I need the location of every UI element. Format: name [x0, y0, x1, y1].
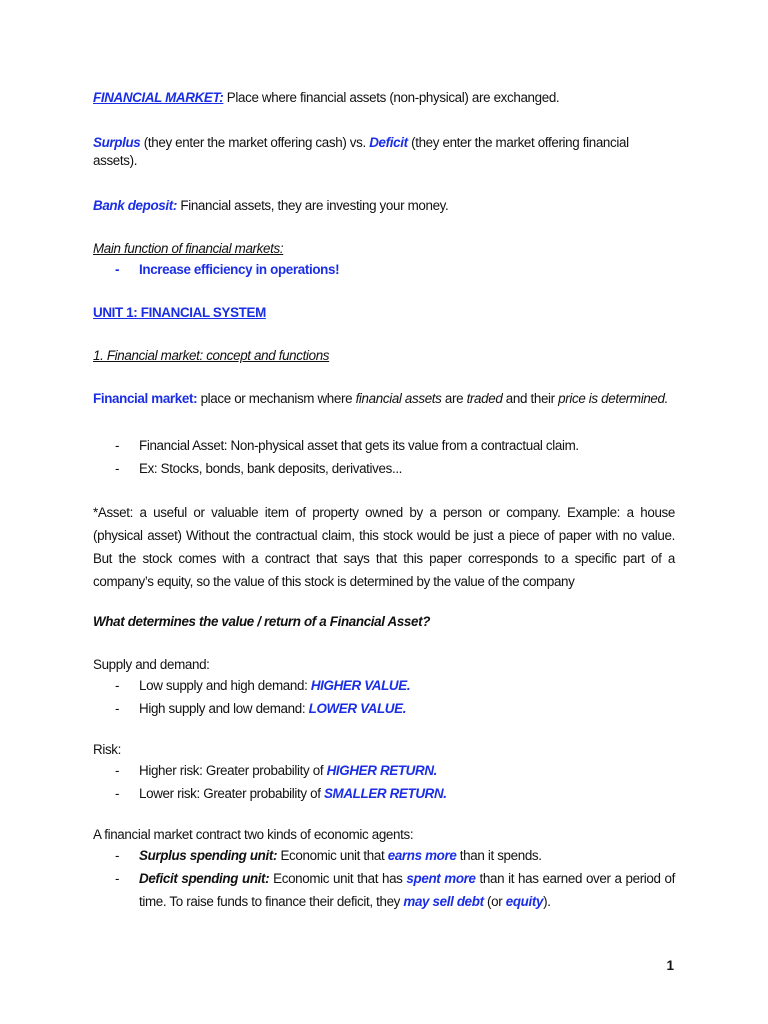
supply-demand-heading: Supply and demand: — [93, 657, 210, 672]
financial-market-concept: Financial market: place or mechanism where financial assets are traded and their price is determined. — [93, 391, 668, 406]
deficit-term: Deficit — [369, 135, 408, 150]
unit-title: UNIT 1: FINANCIAL SYSTEM — [93, 305, 266, 320]
main-function-list — [93, 258, 675, 281]
agents-list — [93, 844, 675, 913]
financial-market-definition: FINANCIAL MARKET: Place where financial assets (non-physical) are exchanged. — [93, 90, 560, 105]
main-function-heading: Main function of financial markets: — [93, 241, 284, 256]
financial-market-term: FINANCIAL MARKET: — [93, 90, 224, 105]
bank-deposit-line: Bank deposit: Financial assets, they are investing your money. — [93, 198, 449, 213]
risk-list — [93, 759, 675, 805]
list-item: - Higher risk: Greater probability of HIGHER RETURN. — [115, 763, 438, 778]
surplus-term: Surplus — [93, 135, 141, 150]
list-item: - Ex: Stocks, bonds, bank deposits, derivatives... — [115, 461, 403, 476]
list-item: - Deficit spending unit: Economic unit that has spent more than it has earned over a period of time. To raise funds to finance their deficit, they may sell debt (or equity). — [115, 871, 675, 909]
section-heading: 1. Financial market: concept and functions — [93, 348, 330, 363]
list-item: - Lower risk: Greater probability of SMALLER RETURN. — [115, 786, 447, 801]
list-item: - Financial Asset: Non-physical asset that gets its value from a contractual claim. — [115, 438, 579, 453]
list-item: - Surplus spending unit: Economic unit that earns more than it spends. — [115, 848, 542, 863]
list-item: - High supply and low demand: LOWER VALUE. — [115, 701, 407, 716]
list-item: - Increase efficiency in operations! — [115, 262, 340, 277]
surplus-deficit-line: Surplus (they enter the market offering cash) vs. Deficit (they enter the market offering financial assets). — [93, 135, 629, 168]
risk-heading: Risk: — [93, 742, 122, 757]
question-heading: What determines the value / return of a Financial Asset? — [93, 614, 431, 629]
list-item: - Low supply and high demand: HIGHER VALUE. — [115, 678, 411, 693]
page-number: 1 — [666, 958, 674, 973]
supply-demand-list — [93, 674, 675, 720]
financial-asset-list — [93, 434, 675, 480]
document-body — [93, 89, 675, 913]
asset-paragraph: *Asset: a useful or valuable item of property owned by a person or company. Example: a house (physical asset) Without the contractual claim, this stock would be just a piece of paper with no value. But the stock comes with a contract that says that this paper corresponds to a specific part of a company’s equity, so the value of this stock is determined by the value of the company — [93, 505, 675, 589]
bank-deposit-term: Bank deposit: — [93, 198, 177, 213]
agents-heading: A financial market contract two kinds of economic agents: — [93, 827, 414, 842]
